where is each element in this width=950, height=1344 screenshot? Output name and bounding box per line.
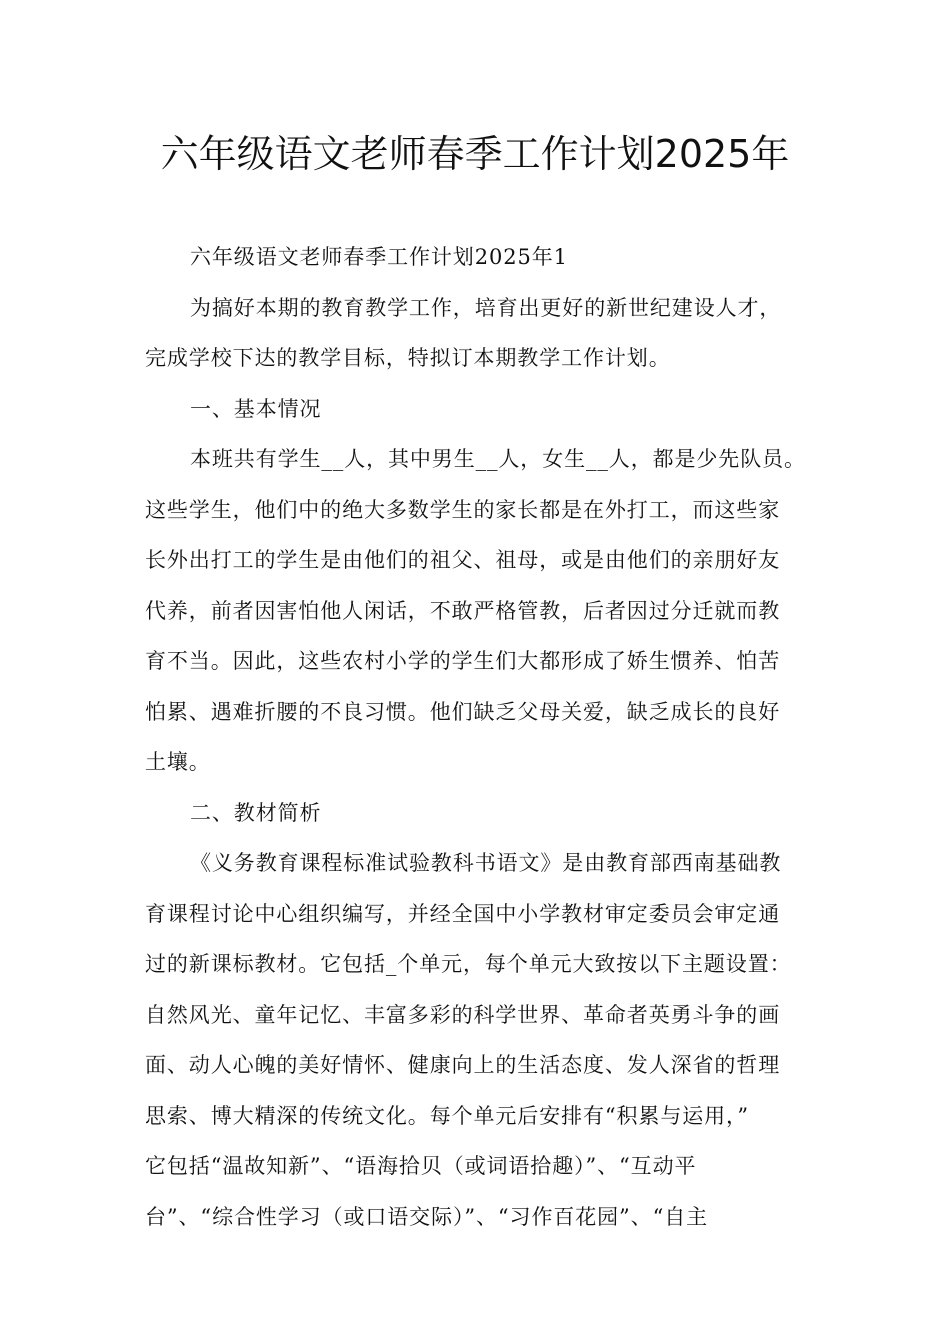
paragraph-line: 怕累、遇难折腰的不良习惯。他们缺乏父母关爱，缺乏成长的良好 [145,699,781,724]
document-body [145,232,815,1242]
paragraph-line: 育不当。因此，这些农村小学的学生们大都形成了娇生惯养、怕苦 [145,649,781,673]
paragraph-line: 育课程讨论中心组织编写，并经全国中小学教材审定委员会审定通 [145,901,781,926]
paragraph-line: 代养，前者因害怕他人闲话，不敢严格管教，后者因过分迁就而教 [145,598,781,623]
paragraph-line: 面、动人心魄的美好情怀、健康向上的生活态度、发人深省的哲理 [145,1053,781,1077]
paragraph-line: 《义务教育课程标准试验教科书语文》是由教育部西南基础教 [190,851,782,875]
paragraph-line: 台”、“综合性学习（或口语交际）”、“习作百花园”、“自主 [145,1204,709,1229]
paragraph-line: 这些学生，他们中的绝大多数学生的家长都是在外打工，而这些家 [145,497,781,522]
paragraph-line: 过的新课标教材。它包括_个单元，每个单元大致按以下主题设置： [145,952,792,976]
paragraph-line: 本班共有学生__人，其中男生__人，女生__人，都是少先队员。 [190,447,806,471]
paragraph-line: 完成学校下达的教学目标，特拟订本期教学工作计划。 [145,346,671,370]
paragraph-line: 思索、博大精深的传统文化。每个单元后安排有“积累与运用，” [145,1103,750,1128]
paragraph-line: 土壤。 [145,750,211,774]
section-heading: 二、教材简析 [190,800,322,825]
section-heading: 一、基本情况 [190,396,322,421]
paragraph-line: 为搞好本期的教育教学工作，培育出更好的新世纪建设人才， [190,295,782,320]
paragraph-line: 它包括“温故知新”、“语海拾贝（或词语拾趣）”、“互动平 [145,1154,697,1178]
paragraph-line: 六年级语文老师春季工作计划2025年1 [190,245,568,269]
paragraph-line: 自然风光、童年记忆、丰富多彩的科学世界、革命者英勇斗争的画 [145,1002,781,1027]
document-title: 六年级语文老师春季工作计划2025年 [160,132,790,176]
paragraph-line: 长外出打工的学生是由他们的祖父、祖母，或是由他们的亲朋好友 [145,548,781,572]
